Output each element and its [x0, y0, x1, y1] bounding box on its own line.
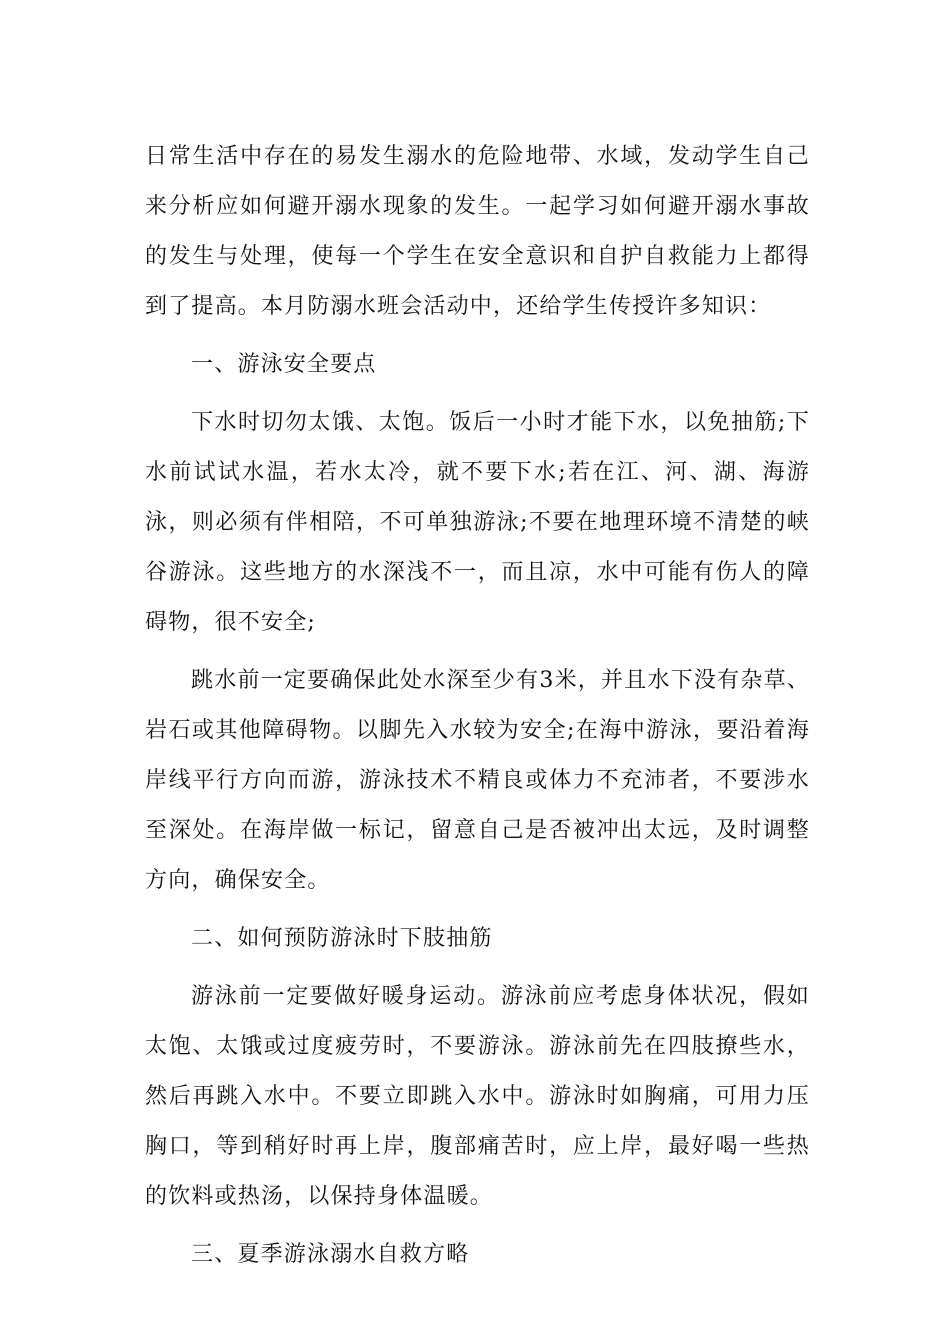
paragraph-swimming-safety-1: 下水时切勿太饿、太饱。饭后一小时才能下水，以免抽筋;下水前试试水温，若水太冷，就不要下水;若在江、河、湖、海游泳，则必须有伴相陪，不可单独游泳;不要在地理环境不清楚的峡谷游泳。这些地方的水深浅不一，而且凉，水中可能有伤人的障碍物，很不安全; [145, 410, 810, 635]
section-heading-self-rescue: 三、夏季游泳溺水自救方略 [191, 1242, 470, 1267]
paragraph-swimming-safety-2: 跳水前一定要确保此处水深至少有3米，并且水下没有杂草、岩石或其他障碍物。以脚先入水较为安全;在海中游泳，要沿着海岸线平行方向而游，游泳技术不精良或体力不充沛者，不要涉水至深处。在海岸做一标记，留意自己是否被冲出太远，及时调整方向，确保安全。 [145, 668, 810, 893]
paragraph-intro: 日常生活中存在的易发生溺水的危险地带、水域，发动学生自己来分析应如何避开溺水现象的发生。一起学习如何避开溺水事故的发生与处理，使每一个学生在安全意识和自护自救能力上都得到了提高。本月防溺水班会活动中，还给学生传授许多知识： [145, 144, 810, 319]
paragraph-cramp-prevention: 游泳前一定要做好暖身运动。游泳前应考虑身体状况，假如太饱、太饿或过度疲劳时，不要游泳。游泳前先在四肢撩些水，然后再跳入水中。不要立即跳入水中。游泳时如胸痛，可用力压胸口，等到稍好时再上岸，腹部痛苦时，应上岸，最好喝一些热的饮料或热汤，以保持身体温暖。 [145, 984, 810, 1209]
document-body [145, 132, 810, 1280]
section-heading-cramp-prevention: 二、如何预防游泳时下肢抽筋 [191, 926, 493, 951]
section-heading-swimming-safety: 一、游泳安全要点 [191, 352, 377, 377]
